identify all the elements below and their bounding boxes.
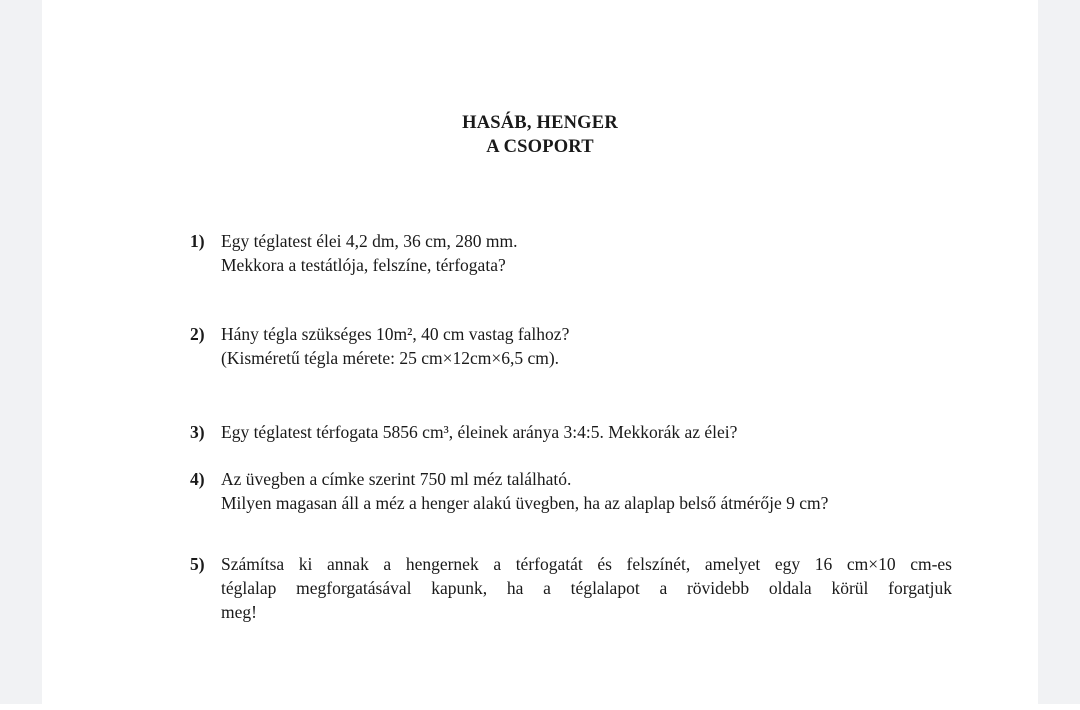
problem-3-number: 3) [190, 422, 205, 442]
viewer-margin-right [1038, 0, 1080, 704]
problem-line: Hány tégla szükséges 10m², 40 cm vastag falhoz? [221, 324, 570, 344]
problem-line: Számítsa ki annak a hengernek a térfogatát és felszínét, amelyet egy 16 cm×10 cm-es [221, 554, 952, 574]
document-page [42, 0, 1038, 710]
problem-1-text [221, 229, 952, 277]
problem-2-text [221, 322, 952, 370]
problem-line: meg! [221, 602, 257, 622]
worksheet-title-line-1: HASÁB, HENGER [462, 113, 618, 133]
problem-4-number: 4) [190, 469, 205, 489]
problem-5-text [221, 552, 952, 624]
problem-1 [190, 229, 952, 277]
problem-3 [190, 420, 952, 444]
problem-5 [190, 552, 952, 624]
problem-5-number: 5) [190, 554, 205, 574]
viewer-margin-left [0, 0, 42, 704]
problem-3-text [221, 420, 952, 444]
worksheet-title [42, 112, 1038, 159]
problem-2-number: 2) [190, 324, 205, 344]
problem-line: Az üvegben a címke szerint 750 ml méz található. [221, 469, 572, 489]
problem-line: Egy téglatest élei 4,2 dm, 36 cm, 280 mm. [221, 231, 518, 251]
problem-4 [190, 467, 952, 515]
problem-line: téglalap megforgatásával kapunk, ha a téglalapot a rövidebb oldala körül forgatjuk [221, 578, 952, 598]
worksheet-title-line-2: A CSOPORT [486, 136, 594, 157]
problem-line: (Kisméretű tégla mérete: 25 cm×12cm×6,5 cm). [221, 348, 560, 368]
problem-2 [190, 322, 952, 370]
problem-line: Egy téglatest térfogata 5856 cm³, éleinek aránya 3:4:5. Mekkorák az élei? [221, 422, 738, 442]
problem-1-number: 1) [190, 231, 205, 251]
problem-4-text [221, 467, 952, 515]
problem-line: Mekkora a testátlója, felszíne, térfogata? [221, 255, 506, 275]
problem-line: Milyen magasan áll a méz a henger alakú üvegben, ha az alaplap belső átmérője 9 cm? [221, 493, 829, 513]
